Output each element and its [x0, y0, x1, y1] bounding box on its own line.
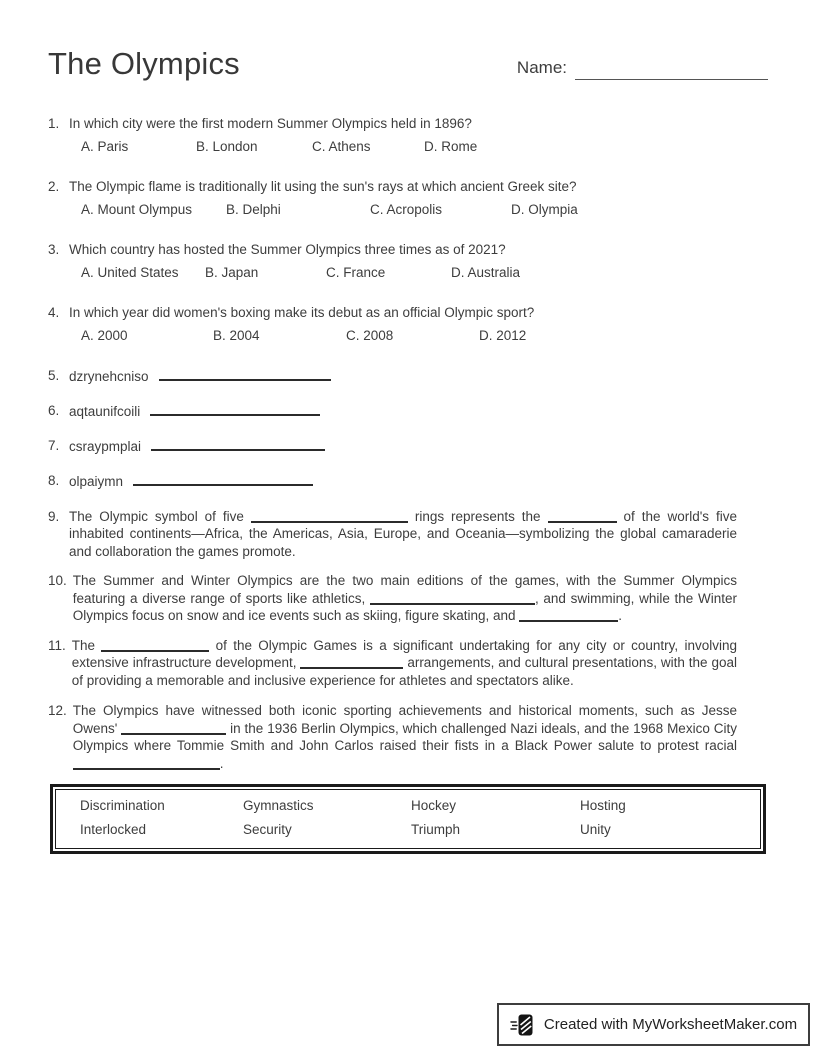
- answer-blank[interactable]: [150, 402, 320, 416]
- option-c[interactable]: C. France: [326, 264, 386, 280]
- word-bank-grid: [55, 789, 761, 849]
- text-segment: rings represents the: [414, 508, 541, 524]
- word-bank-item: Gymnastics: [243, 798, 314, 814]
- option-a[interactable]: A. Paris: [81, 138, 129, 154]
- question-number: 5.: [48, 367, 60, 383]
- name-input-line[interactable]: [575, 57, 768, 80]
- option-c[interactable]: C. 2008: [346, 327, 394, 343]
- question-text: The Olympic flame is traditionally lit using the sun's rays at which ancient Greek site?: [69, 178, 577, 194]
- option-a[interactable]: A. 2000: [81, 327, 128, 343]
- answer-blank[interactable]: [519, 608, 618, 622]
- question-text: In which city were the first modern Summer Olympics held in 1896?: [69, 115, 472, 131]
- word-bank-item: Hosting: [580, 798, 626, 814]
- question-text: [72, 637, 737, 690]
- header: [0, 0, 816, 82]
- option-b[interactable]: B. Delphi: [226, 201, 281, 217]
- answer-blank[interactable]: [101, 638, 209, 652]
- word-bank: [50, 784, 766, 854]
- question-6: [48, 402, 737, 421]
- text-segment: in the 1936 Berlin Olympics, which challenged Nazi ideals, and the 1968 Mexico City Olympics where Tommie Smith and John Carlos raised their fists in a Black Power salute to protest racial: [72, 720, 737, 754]
- text-segment: The Olympics have witnessed both iconic sporting achievements and historical moments, such as Jesse Owens': [72, 703, 737, 736]
- question-7: [48, 437, 737, 456]
- question-2: [48, 178, 737, 219]
- question-number: 6.: [48, 402, 60, 418]
- question-8: [48, 472, 737, 491]
- answer-blank[interactable]: [151, 437, 325, 451]
- options-row: [69, 264, 737, 282]
- question-text: [73, 702, 737, 772]
- text-segment: .: [618, 608, 623, 624]
- options-row: [69, 201, 737, 219]
- word-bank-item: Interlocked: [80, 822, 147, 838]
- text-segment: of the Olympic Games is a significant undertaking for any city or country, involving extensive infrastructure development,: [71, 637, 737, 671]
- question-number: 9.: [48, 508, 60, 524]
- question-number: 7.: [48, 437, 60, 453]
- myworksheetmaker-logo-icon: [510, 1012, 536, 1038]
- answer-blank[interactable]: [251, 509, 408, 523]
- option-d[interactable]: D. Rome: [424, 138, 478, 154]
- question-3: [48, 241, 737, 282]
- text-segment: of the world's five inhabited continents—Africa, the Americas, Asia, Europe, and Oceania—symbolizing the global camaraderie and collaboration the games promote.: [69, 508, 737, 559]
- question-12: [48, 702, 737, 772]
- question-5: [48, 367, 737, 386]
- word-bank-item: Discrimination: [80, 798, 165, 814]
- option-a[interactable]: A. United States: [81, 264, 179, 280]
- answer-blank[interactable]: [300, 655, 403, 669]
- name-label: Name:: [516, 58, 567, 77]
- question-number: 1.: [48, 115, 60, 131]
- answer-blank[interactable]: [133, 472, 313, 486]
- question-11: [48, 637, 737, 690]
- text-segment: The Olympic symbol of five: [69, 508, 244, 524]
- option-b[interactable]: B. Japan: [205, 264, 259, 280]
- answer-blank[interactable]: [548, 509, 617, 523]
- credit-text: Created with MyWorksheetMaker.com: [543, 1016, 798, 1033]
- option-b[interactable]: B. 2004: [213, 327, 260, 343]
- answer-blank[interactable]: [370, 591, 535, 605]
- scramble-word: aqtaunifcoili: [69, 403, 141, 419]
- question-text: Which country has hosted the Summer Olympics three times as of 2021?: [69, 241, 506, 257]
- option-d[interactable]: D. Olympia: [511, 201, 578, 217]
- question-number: 8.: [48, 472, 60, 488]
- question-text: [69, 508, 737, 561]
- answer-blank[interactable]: [159, 367, 331, 381]
- question-9: [48, 508, 737, 561]
- option-a[interactable]: A. Mount Olympus: [81, 201, 193, 217]
- question-text: [73, 572, 737, 625]
- question-number: 4.: [48, 304, 60, 320]
- options-row: [69, 138, 737, 156]
- name-field: [517, 54, 768, 80]
- text-segment: The Summer and Winter Olympics are the two main editions of the games, with the Summer Olympics featuring a diverse range of sports like athletics,: [72, 573, 737, 606]
- word-bank-item: Security: [243, 822, 292, 838]
- word-bank-item: Hockey: [411, 798, 457, 814]
- question-4: [48, 304, 737, 345]
- question-1: [48, 115, 737, 156]
- questions-list: [0, 82, 816, 773]
- option-c[interactable]: C. Acropolis: [370, 201, 443, 217]
- text-segment: The: [71, 637, 96, 653]
- page-title: The Olympics: [48, 46, 240, 81]
- scramble-word: dzrynehcniso: [69, 368, 149, 384]
- question-number: 2.: [48, 178, 60, 194]
- text-segment: arrangements, and cultural presentations, with the goal of providing a memorable and inclusive experience for athletes and spectators alike.: [71, 655, 737, 688]
- scramble-word: csraypmplai: [69, 438, 142, 454]
- question-10: [48, 572, 737, 625]
- option-b[interactable]: B. London: [196, 138, 258, 154]
- question-number: 12.: [48, 703, 67, 719]
- word-bank-item: Triumph: [411, 822, 461, 838]
- text-segment: , and swimming, while the Winter Olympics focus on snow and ice events such as skiing, figure skating, and: [72, 590, 737, 624]
- credit-box[interactable]: [497, 1003, 810, 1046]
- answer-blank[interactable]: [73, 756, 220, 770]
- option-c[interactable]: C. Athens: [312, 138, 371, 154]
- text-segment: .: [219, 755, 224, 771]
- option-d[interactable]: D. 2012: [479, 327, 527, 343]
- answer-blank[interactable]: [121, 721, 226, 735]
- question-text: In which year did women's boxing make its debut as an official Olympic sport?: [69, 304, 535, 320]
- question-number: 3.: [48, 241, 60, 257]
- option-d[interactable]: D. Australia: [451, 264, 521, 280]
- scramble-word: olpaiymn: [69, 473, 124, 489]
- question-number: 10.: [48, 573, 67, 589]
- word-bank-item: Unity: [580, 822, 611, 838]
- question-number: 11.: [48, 637, 66, 653]
- options-row: [69, 327, 737, 345]
